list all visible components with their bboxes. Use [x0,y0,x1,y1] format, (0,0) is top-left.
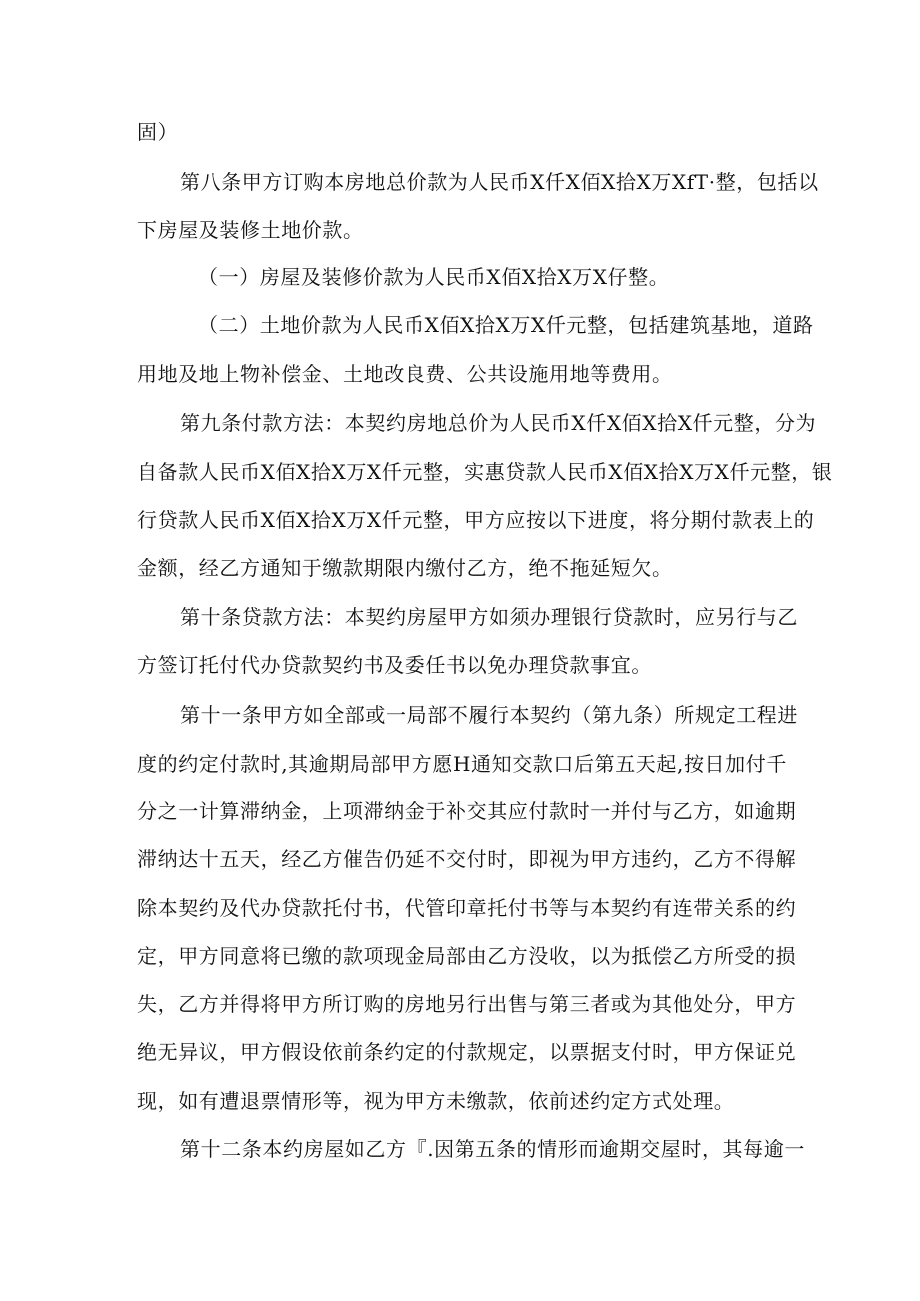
text-line: 自备款人民币X佰X拾X万X仟元整，实惠贷款人民币X佰X拾X万X仟元整，银 [137,460,833,484]
text-line: 度的约定付款时,其逾期局部甲方愿H通知交款口后第五天起,按日加付千 [137,752,787,776]
article-11-line: 第十一条甲方如全部或一局部不履行本契约（第九条）所规定工程进 [180,703,798,727]
text-line: 失，乙方并得将甲方所订购的房地另行出售与第三者或为其他处分，甲方 [137,992,797,1016]
text-line: 现，如有遭退票情形等，视为甲方未缴款，依前述约定方式处理。 [137,1089,735,1113]
text-line: 滞纳达十五天，经乙方催告仍延不交付时，即视为甲方违约，乙方不得解 [137,847,797,871]
clause-1-line: （一）房屋及装修价款为人民币X佰X拾X万X仔整。 [198,265,670,289]
text-line: 下房屋及装修土地价款。 [137,218,364,242]
clause-2-line: （二）土地价款为人民币X佰X拾X万X仟元整，包括建筑基地，道路 [198,313,814,337]
text-line: 除本契约及代办贷款托付书，代管印章托付书等与本契约有连带关系的约 [137,896,797,920]
article-9-line: 第九条付款方法：本契约房地总价为人民币X仟X佰X拾X仟元整，分为 [180,411,817,435]
text-line: 行贷款人民币X佰X拾X万X仟元整，甲方应按以下进度，将分期付款表上的 [137,508,815,532]
text-line: 固） [137,120,179,144]
text-line: 方签订托付代办贷款契约书及委任书以免办理贷款事宜。 [137,653,652,677]
text-line: 绝无异议，甲方假设依前条约定的付款规定，以票据支付时，甲方保证兑 [137,1040,797,1064]
text-line: 分之一计算滞纳金，上项滞纳金于补交其应付款时一并付与乙方，如逾期 [137,799,797,823]
text-line: 用地及地上物补偿金、土地改良费、公共设施用地等费用。 [137,362,673,386]
text-line: 金额，经乙方通知于缴款期限内缴付乙方，绝不拖延短欠。 [137,556,673,580]
article-12-line: 第十二条本约房屋如乙方『.因第五条的情形而逾期交屋时，其每逾一 [180,1137,805,1161]
text-line: 定，甲方同意将已缴的款项现金局部由乙方没收，以为抵偿乙方所受的损 [137,944,797,968]
article-10-line: 第十条贷款方法：本契约房屋甲方如须办理银行贷款时，应另行与乙 [180,605,798,629]
article-8-line: 第八条甲方订购本房地总价款为人民币X仟X佰X拾X万XfT·整，包括以 [180,170,819,194]
